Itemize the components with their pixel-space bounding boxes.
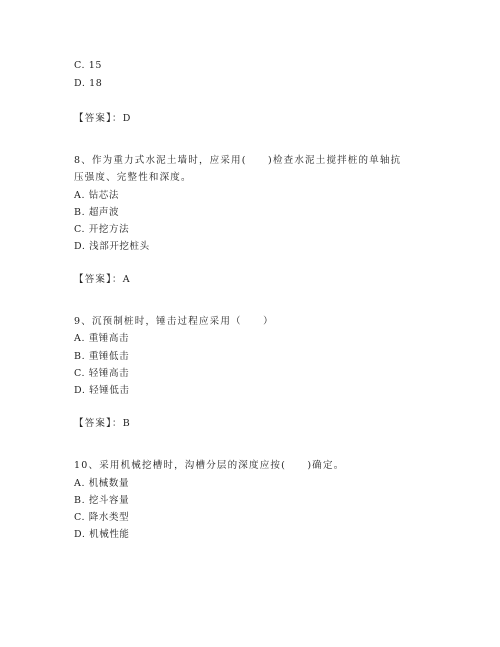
prev-answer: 【答案】：D xyxy=(74,113,132,124)
q8-option-c: C. 开挖方法 xyxy=(74,224,130,235)
q8-option-a: A. 钻芯法 xyxy=(74,190,120,201)
prev-option-c: C. 15 xyxy=(74,60,103,71)
q8-option-b: B. 超声波 xyxy=(74,207,120,218)
q9-stem: 9、沉预制桩时，锤击过程应采用（ ） xyxy=(74,316,274,327)
q10-option-d: D. 机械性能 xyxy=(74,529,130,540)
q9-option-d: D. 轻锤低击 xyxy=(74,385,130,396)
q8-answer: 【答案】：A xyxy=(74,274,131,285)
q8-stem-line-1: 8、作为重力式水泥土墙时，应采用( )检查水泥土搅拌桩的单轴抗 xyxy=(74,155,402,166)
q9-option-a: A. 重锤高击 xyxy=(74,333,130,344)
q10-option-c: C. 降水类型 xyxy=(74,512,130,523)
q9-option-b: B. 重锤低击 xyxy=(74,351,130,362)
prev-option-d: D. 18 xyxy=(74,78,103,89)
q8-stem-line-2: 压强度、完整性和深度。 xyxy=(74,172,192,183)
q9-answer: 【答案】：B xyxy=(74,418,131,429)
q8-option-d: D. 浅部开挖桩头 xyxy=(74,241,150,252)
q10-stem: 10、采用机械挖槽时，沟槽分层的深度应按( )确定。 xyxy=(74,460,345,471)
q10-option-b: B. 挖斗容量 xyxy=(74,495,130,506)
q10-option-a: A. 机械数量 xyxy=(74,478,130,489)
q9-option-c: C. 轻锤高击 xyxy=(74,368,130,379)
